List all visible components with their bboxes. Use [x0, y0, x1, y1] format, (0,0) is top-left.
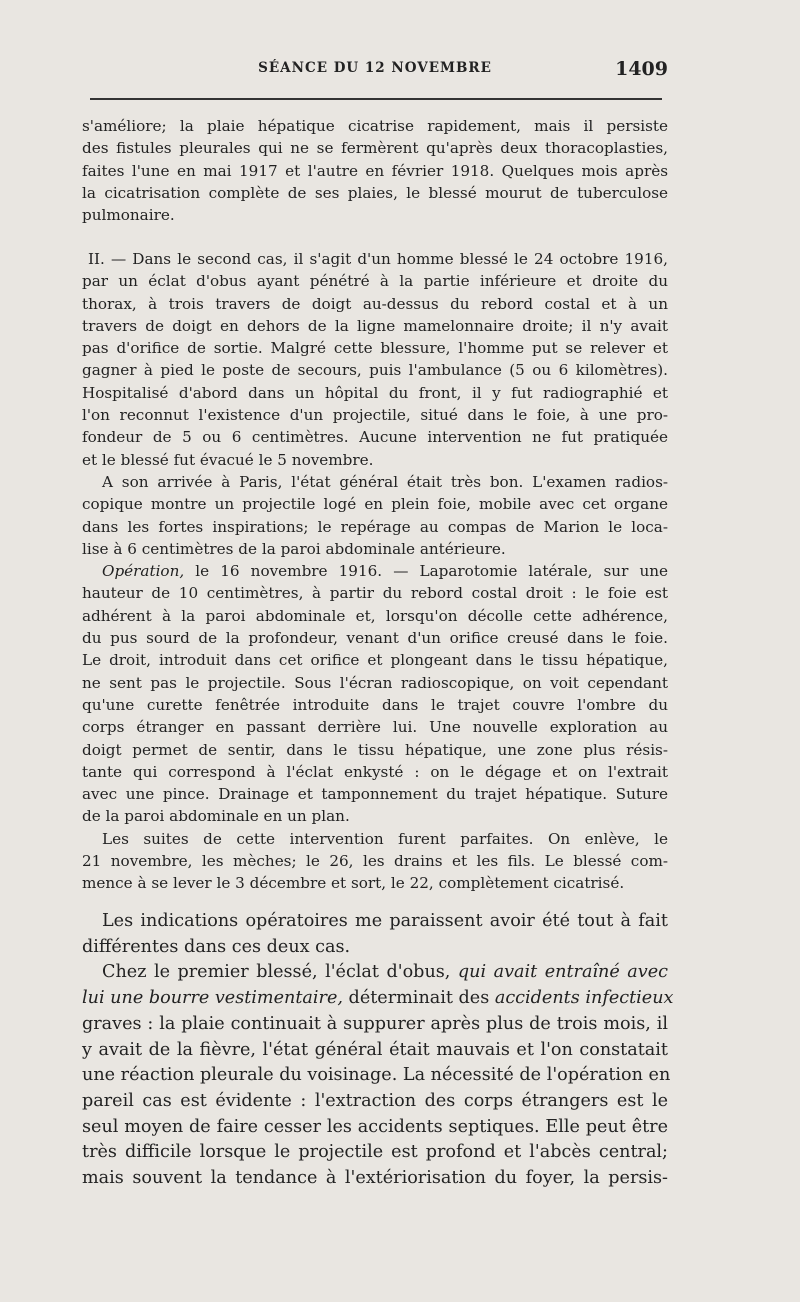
case-one-conclusion	[82, 115, 668, 226]
text-line: pulmonaire.	[82, 206, 175, 225]
text-line: une réaction pleurale du voisinage. La nécessité de l'opération en	[82, 1065, 671, 1086]
text-line: A son arrivée à Paris, l'état général était très bon. L'examen radios-	[102, 472, 668, 491]
text-line: du pus sourd de la profondeur, venant d'un orifice creusé dans le foie.	[82, 629, 668, 648]
operation-line	[82, 560, 668, 582]
header-rule	[90, 98, 662, 100]
running-title: SÉANCE DU 12 NOVEMBRE	[258, 60, 492, 76]
text-line: doigt permet de sentir, dans le tissu hépatique, une zone plus résis-	[82, 740, 668, 759]
text-line: lise à 6 centimètres de la paroi abdominale antérieure.	[82, 539, 506, 558]
text-line: qu'une curette fenêtrée introduite dans le trajet couvre l'ombre du	[82, 695, 668, 714]
text-line: pas d'orifice de sortie. Malgré cette blessure, l'homme put se relever et	[82, 339, 668, 358]
text-line: seul moyen de faire cesser les accidents septiques. Elle peut être	[82, 1116, 668, 1137]
text-line: très difficile lorsque le projectile est profond et l'abcès central;	[82, 1142, 668, 1163]
text-line: Les indications opératoires me paraissent avoir été tout à fait	[102, 911, 668, 931]
italic-span: qui avait entraîné avec	[457, 962, 668, 983]
discussion	[82, 909, 674, 1192]
discussion-line-1	[82, 960, 668, 986]
text-line: dans les fortes inspirations; le repérage au compas de Marion le loca-	[82, 517, 668, 536]
text-line: Le droit, introduit dans cet orifice et plongeant dans le tissu hépatique,	[82, 651, 668, 670]
text-line: faites l'une en mai 1917 et l'autre en février 1918. Quelques mois après	[82, 161, 668, 180]
italic-span: accidents infectieux	[494, 988, 674, 1009]
text-line: thorax, à trois travers de doigt au-dessus du rebord costal et à un	[82, 294, 668, 313]
text-line: II. — Dans le second cas, il s'agit d'un homme blessé le 24 octobre 1916,	[88, 250, 668, 268]
text-line: la cicatrisation complète de ses plaies, le blessé mourut de tuberculose	[82, 183, 668, 202]
text-line: l'on reconnut l'existence d'un projectile, situé dans le foie, à une pro-	[82, 406, 668, 425]
discussion-line-2	[82, 986, 674, 1012]
text-line: et le blessé fut évacué le 5 novembre.	[82, 450, 374, 469]
text-line: corps étranger en passant derrière lui. Une nouvelle exploration au	[82, 718, 668, 737]
text-line: 21 novembre, les mèches; le 26, les drains et les fils. Le blessé com-	[82, 852, 668, 871]
operation-line-rest: le 16 novembre 1916. — Laparotomie latérale, sur une	[184, 562, 668, 581]
text-line: travers de doigt en dehors de la ligne mamelonnaire droite; il n'y avait	[82, 316, 668, 335]
text-line: adhérent à la paroi abdominale et, lorsqu'on décolle cette adhérence,	[82, 606, 668, 625]
text-line: graves : la plaie continuait à suppurer après plus de trois mois, il	[82, 1013, 668, 1034]
text-line: différentes dans ces deux cas.	[82, 936, 351, 957]
text-span: déterminait des	[342, 988, 495, 1009]
text-line: ne sent pas le projectile. Sous l'écran radioscopique, on voit cependant	[82, 673, 668, 692]
operation-label: Opération,	[102, 562, 185, 581]
text-line: gagner à pied le poste de secours, puis l'ambulance (5 ou 6 kilomètres).	[82, 361, 668, 380]
text-line: de la paroi abdominale en un plan.	[82, 807, 350, 826]
text-line: hauteur de 10 centimètres, à partir du rebord costal droit : le foie est	[82, 584, 668, 603]
text-line: Hospitalisé d'abord dans un hôpital du front, il y fut radiographié et	[82, 383, 668, 402]
text-line: des fistules pleurales qui ne se fermèrent qu'après deux thoracoplasties,	[82, 139, 668, 158]
text-span: Chez le premier blessé, l'éclat d'obus,	[102, 962, 458, 983]
page-number: 1409	[615, 58, 668, 80]
italic-span: lui une bourre vestimentaire,	[82, 988, 343, 1009]
text-line: pareil cas est évidente : l'extraction des corps étrangers est le	[82, 1090, 668, 1111]
text-line: avec une pince. Drainage et tamponnement du trajet hépatique. Suture	[82, 785, 668, 804]
text-line: mais souvent la tendance à l'extériorisation du foyer, la persis-	[82, 1168, 668, 1189]
running-head	[82, 60, 668, 84]
text-line: s'améliore; la plaie hépatique cicatrise rapidement, mais il persiste	[82, 117, 668, 135]
text-line: fondeur de 5 ou 6 centimètres. Aucune intervention ne fut pratiquée	[82, 428, 668, 447]
case-two-history	[82, 248, 668, 895]
text-line: mence à se lever le 3 décembre et sort, le 22, complètement cicatrisé.	[82, 874, 625, 893]
text-line: Les suites de cette intervention furent parfaites. On enlève, le	[102, 829, 668, 848]
text-line: copique montre un projectile logé en plein foie, mobile avec cet organe	[82, 495, 668, 514]
text-line: tante qui correspond à l'éclat enkysté : on le dégage et on l'extrait	[82, 762, 668, 781]
text-line: y avait de la fièvre, l'état général était mauvais et l'on constatait	[82, 1039, 668, 1060]
text-line: par un éclat d'obus ayant pénétré à la partie inférieure et droite du	[82, 272, 668, 291]
